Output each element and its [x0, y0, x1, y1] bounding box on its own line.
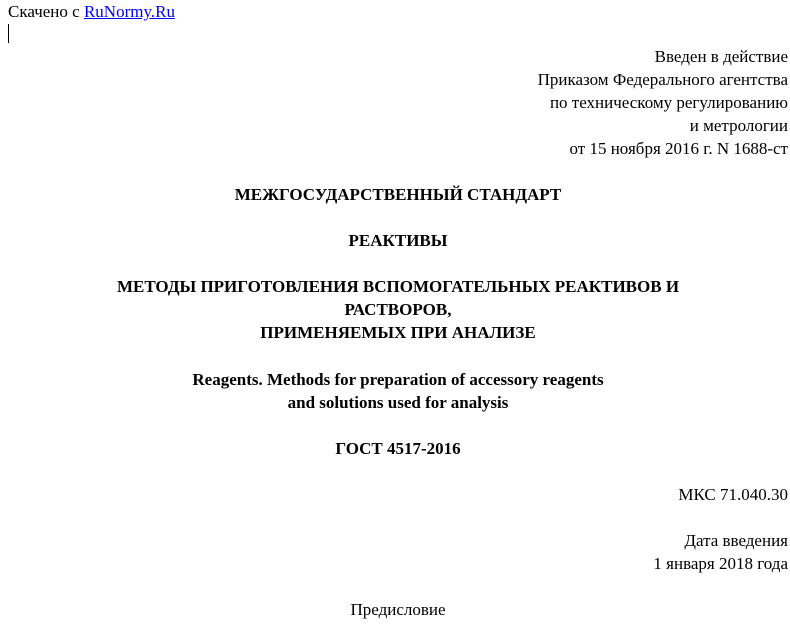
- standard-title-en-line-1: Reagents. Methods for preparation of accessory reagents: [192, 370, 604, 389]
- standard-title-en-line-2: and solutions used for analysis: [287, 393, 509, 412]
- standard-title-line-2: РАСТВОРОВ,: [344, 300, 452, 319]
- source-prefix: Скачено с: [8, 2, 84, 21]
- standard-type: МЕЖГОСУДАРСТВЕННЫЙ СТАНДАРТ: [234, 185, 562, 204]
- source-line: [8, 0, 175, 23]
- introduced-line-5: от 15 ноября 2016 г. N 1688-ст: [569, 139, 788, 158]
- introduced-line-4: и метрологии: [689, 116, 788, 135]
- standard-title-line-3: ПРИМЕНЯЕМЫХ ПРИ АНАЛИЗЕ: [260, 323, 536, 342]
- text-cursor: [8, 24, 9, 43]
- standard-code: ГОСТ 4517-2016: [335, 439, 461, 458]
- introduced-line-2: Приказом Федерального агентства: [537, 70, 788, 89]
- foreword-heading: Предисловие: [350, 600, 446, 619]
- source-link[interactable]: RuNormy.Ru: [83, 2, 175, 21]
- introduced-line-1: Введен в действие: [654, 47, 788, 66]
- mks-code: МКС 71.040.30: [678, 485, 788, 504]
- standard-title-line-1: МЕТОДЫ ПРИГОТОВЛЕНИЯ ВСПОМОГАТЕЛЬНЫХ РЕАКТИВОВ И: [116, 277, 680, 296]
- introduced-line-3: по техническому регулированию: [549, 93, 788, 112]
- effective-date-label: Дата введения: [684, 531, 788, 550]
- standard-subject: РЕАКТИВЫ: [348, 231, 448, 250]
- effective-date-value: 1 января 2018 года: [653, 554, 788, 573]
